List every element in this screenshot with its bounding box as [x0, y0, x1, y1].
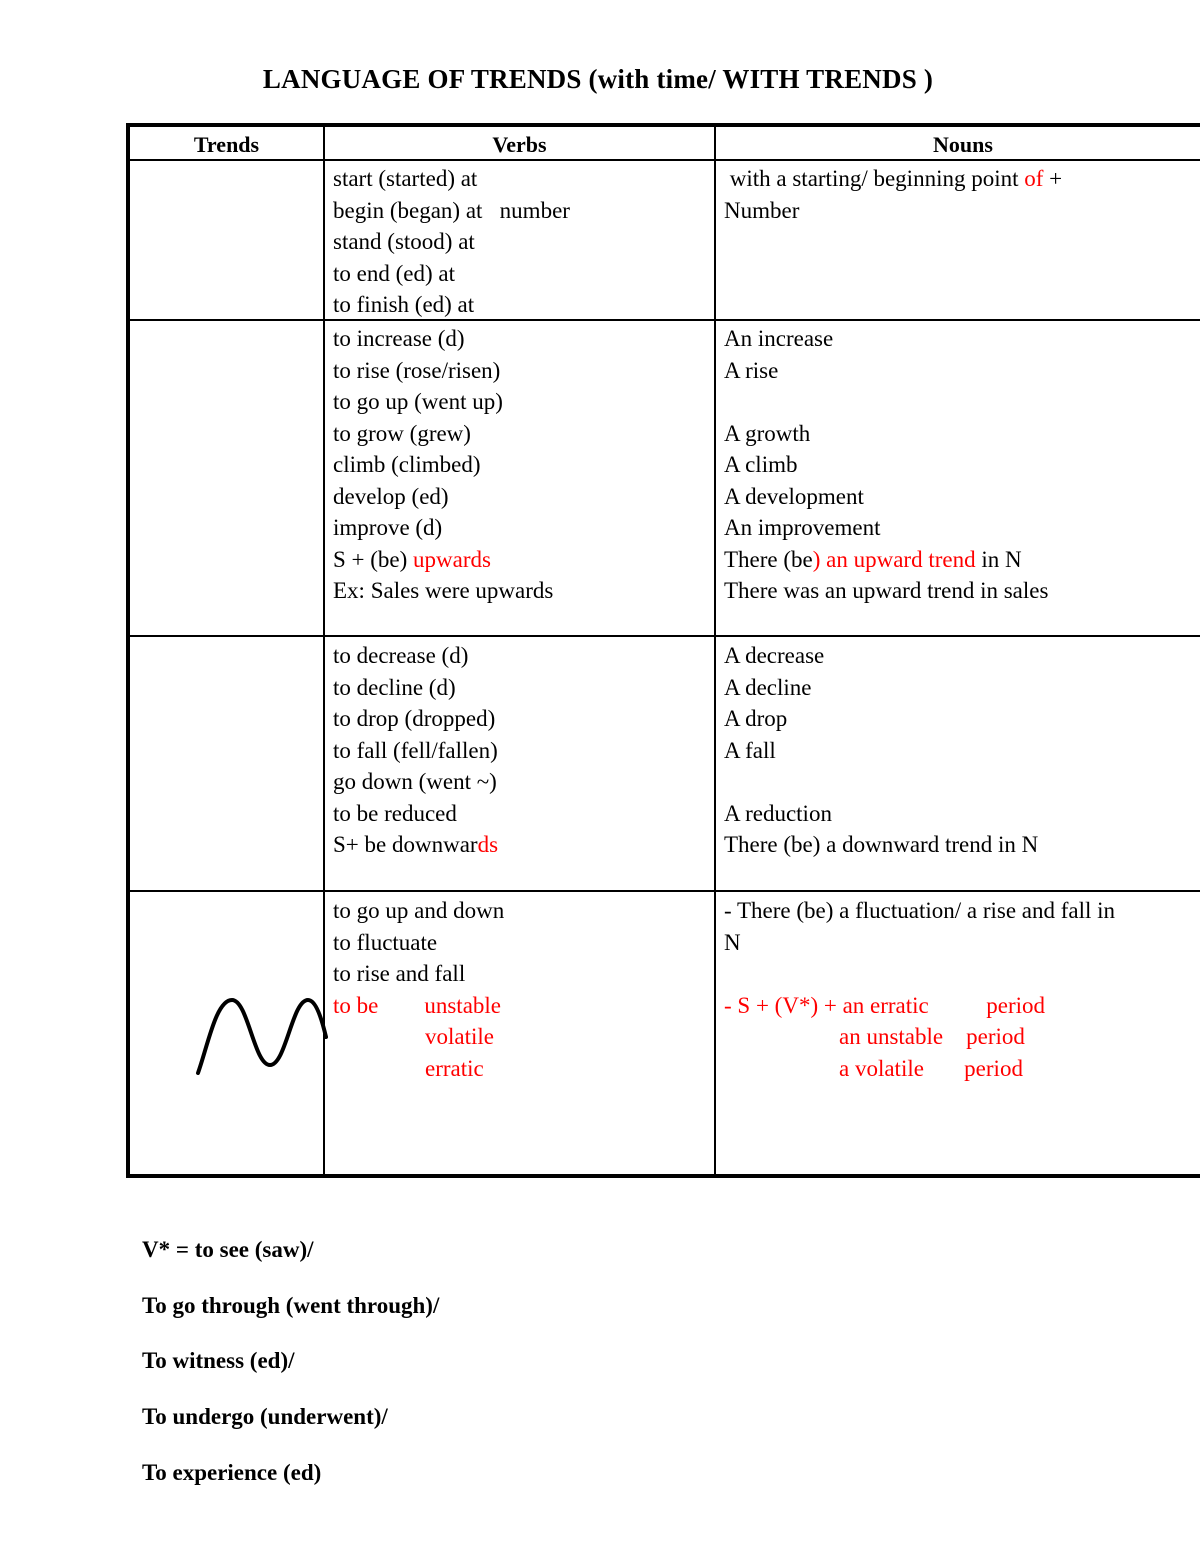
noun-line: [724, 958, 1115, 990]
noun-line: A rise: [724, 357, 779, 383]
trends-table: [126, 123, 1200, 1178]
row-divider: [130, 890, 1200, 892]
verb-highlight: upwards: [413, 546, 491, 572]
noun-line: [724, 386, 1048, 418]
verb-highlight: ds: [477, 832, 499, 857]
header-nouns: Nouns: [933, 132, 993, 157]
row-divider: [130, 635, 1200, 637]
verb-line: to finish (ed) at: [333, 292, 475, 317]
noun-line: A reduction: [724, 800, 832, 826]
noun-line: A decline: [724, 674, 812, 700]
noun-line: [724, 163, 1062, 195]
noun-text: in N: [975, 546, 1022, 572]
verb-line: to be reduced: [333, 800, 457, 826]
noun-line: - There (be) a fluctuation/ a rise and fall in: [724, 898, 1116, 923]
noun-line: N: [724, 929, 741, 955]
noun-highlight-line: a volatile period: [724, 1055, 1023, 1081]
column-divider: [714, 127, 716, 1174]
verb-line: improve (d): [333, 515, 443, 540]
verb-text: S+ be downwar: [333, 832, 478, 857]
row4-verbs: [333, 895, 504, 1084]
verb-line: begin (began) at number: [333, 197, 570, 223]
noun-line: A growth: [724, 420, 811, 446]
verb-example: Ex: Sales were upwards: [333, 578, 554, 603]
verb-line: develop (ed): [333, 483, 449, 509]
verb-line: [333, 544, 553, 576]
header-trends: Trends: [193, 132, 260, 157]
noun-highlight: ) an upward trend: [812, 546, 976, 572]
noun-line: A fall: [724, 737, 776, 763]
noun-line: Number: [724, 197, 800, 223]
verb-line: to go up (went up): [333, 389, 503, 414]
row-divider: [130, 319, 1200, 321]
verb-highlight-line: erratic: [333, 1055, 484, 1081]
noun-line: [724, 544, 1048, 576]
noun-line: An improvement: [724, 515, 881, 540]
page-title: LANGUAGE OF TRENDS (with time/ WITH TRENDS ): [262, 64, 934, 94]
noun-line: A decrease: [724, 643, 825, 668]
noun-line: A climb: [724, 452, 798, 477]
verb-line: to fluctuate: [333, 929, 438, 955]
verb-line: to decrease (d): [333, 643, 469, 668]
row2-nouns: [724, 323, 1048, 607]
verb-highlight-line: to be unstable: [333, 992, 501, 1018]
verb-line: to rise and fall: [333, 961, 466, 986]
footer-line: To undergo (underwent)/: [142, 1404, 388, 1429]
verb-line: climb (climbed): [333, 452, 481, 477]
verb-line: to decline (d): [333, 674, 456, 700]
row3-nouns: [724, 640, 1038, 861]
wave-icon: [188, 985, 328, 1075]
noun-highlight: of: [1024, 166, 1044, 191]
noun-highlight-line: - S + (V*) + an erratic period: [724, 992, 1046, 1018]
verb-line: to end (ed) at: [333, 260, 455, 286]
verb-highlight-line: volatile: [333, 1024, 494, 1049]
row2-verbs: [333, 323, 553, 607]
noun-text: with a starting/ beginning point: [724, 166, 1025, 191]
verb-line: to grow (grew): [333, 420, 471, 446]
noun-line: A development: [724, 483, 864, 509]
footer-line: To go through (went through)/: [142, 1293, 440, 1318]
noun-line: An increase: [724, 326, 834, 351]
noun-text: There (be: [724, 546, 813, 572]
verb-line: to rise (rose/risen): [333, 357, 501, 383]
verb-line: to drop (dropped): [333, 706, 496, 731]
row1-nouns: [724, 163, 1062, 226]
noun-line: There (be) a downward trend in N: [724, 832, 1039, 857]
noun-line: [724, 766, 1038, 798]
footer-line: To experience (ed): [142, 1460, 322, 1485]
row1-verbs: [333, 163, 570, 321]
row4-nouns: [724, 895, 1115, 1084]
verb-line: to fall (fell/fallen): [333, 737, 498, 763]
verb-text: S + (be): [333, 546, 414, 572]
noun-example: There was an upward trend in sales: [724, 578, 1049, 603]
row-divider: [130, 159, 1200, 161]
row3-verbs: [333, 640, 498, 861]
noun-highlight-line: an unstable period: [724, 1024, 1025, 1049]
header-verbs: Verbs: [492, 132, 547, 157]
verb-line: [333, 829, 498, 861]
footer-line: V* = to see (saw)/: [142, 1237, 314, 1262]
footer-line: To witness (ed)/: [142, 1348, 295, 1373]
verb-line: start (started) at: [333, 166, 478, 191]
verb-line: go down (went ~): [333, 769, 497, 794]
verb-line: stand (stood) at: [333, 229, 475, 254]
noun-text: +: [1043, 166, 1063, 191]
noun-line: A drop: [724, 706, 788, 731]
verb-line: to increase (d): [333, 326, 465, 351]
verb-line: to go up and down: [333, 898, 505, 923]
